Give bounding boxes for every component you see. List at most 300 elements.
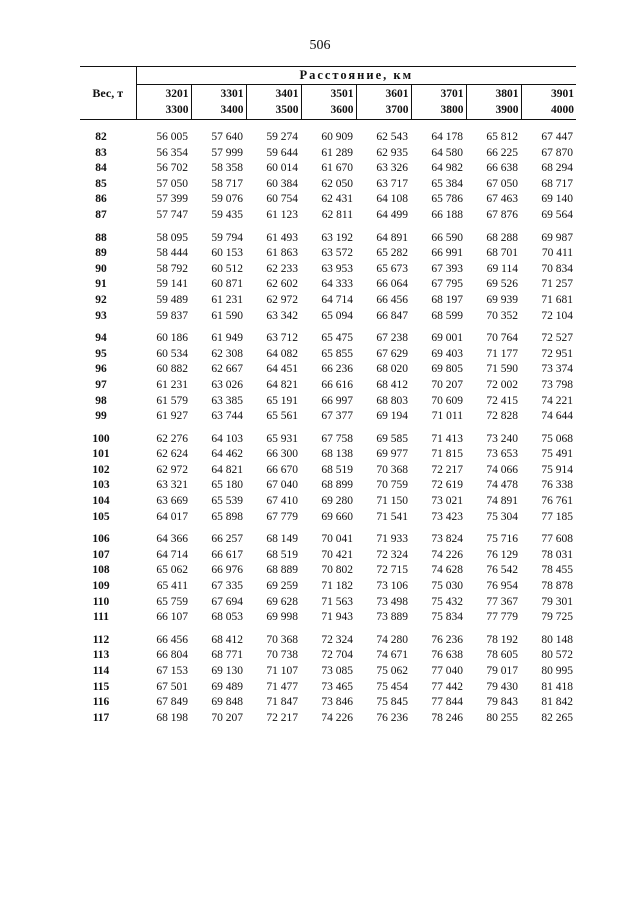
- rate-cell: 57 399: [156, 193, 188, 206]
- range-to: 4000: [551, 104, 575, 116]
- range-from: 3401: [275, 88, 299, 100]
- rate-cell: 75 491: [541, 448, 574, 461]
- weight-cell: 93: [95, 309, 107, 322]
- table-row: [80, 711, 576, 727]
- distance-range-header: [191, 85, 246, 120]
- rate-cell: 78 878: [541, 580, 574, 593]
- rate-cell: 78 455: [541, 564, 574, 577]
- rate-cell: 77 442: [431, 680, 463, 693]
- rate-cell: 74 226: [321, 711, 353, 724]
- rate-cell: 64 982: [431, 162, 463, 175]
- table-row: [80, 633, 576, 649]
- rate-cell: 61 670: [321, 162, 353, 175]
- rate-cell: 75 068: [541, 432, 574, 445]
- rate-cell: 66 236: [321, 363, 353, 376]
- rate-cell: 70 802: [321, 564, 353, 577]
- table-row: [80, 494, 576, 510]
- weight-cell: 112: [92, 633, 110, 646]
- rate-cell: 66 225: [486, 146, 518, 159]
- weight-cell: 99: [95, 410, 107, 423]
- table-row: [80, 246, 576, 262]
- range-to: 3800: [440, 104, 464, 116]
- rate-cell: 75 914: [541, 463, 574, 476]
- table-row: [80, 277, 576, 293]
- range-to: 3300: [165, 104, 189, 116]
- group-spacer-cell: [80, 224, 576, 231]
- table-row: [80, 563, 576, 579]
- weight-cell: 100: [92, 432, 110, 445]
- rate-cell: 70 041: [321, 533, 353, 546]
- rate-cell: 65 094: [321, 309, 353, 322]
- rate-cell: 69 628: [266, 595, 298, 608]
- distance-range-header: [246, 85, 301, 120]
- table-row: [80, 463, 576, 479]
- weight-cell: 117: [92, 711, 110, 724]
- rate-cell: 66 107: [156, 611, 188, 624]
- weight-cell: 95: [95, 347, 107, 360]
- table-row: [80, 610, 576, 626]
- rate-cell: 69 526: [486, 278, 518, 291]
- table-row: [80, 146, 576, 162]
- rate-cell: 65 475: [321, 332, 353, 345]
- rate-cell: 58 444: [156, 247, 188, 260]
- rate-cell: 69 194: [376, 410, 408, 423]
- rate-cell: 68 717: [541, 177, 574, 190]
- rate-cell: 67 463: [486, 193, 518, 206]
- distance-range-header: [356, 85, 411, 120]
- rate-cell: 80 255: [486, 711, 518, 724]
- rate-cell: 61 231: [211, 293, 243, 306]
- rate-cell: 72 704: [321, 649, 353, 662]
- rate-cell: 64 451: [266, 363, 298, 376]
- weight-cell: 92: [95, 293, 107, 306]
- rate-cell: 65 898: [211, 510, 243, 523]
- rate-cell: 68 519: [321, 463, 353, 476]
- rate-cell: 71 815: [431, 448, 463, 461]
- table-row: [80, 432, 576, 448]
- tariff-table-container: [80, 66, 576, 726]
- rate-cell: 59 794: [211, 231, 243, 244]
- rate-cell: 77 844: [431, 696, 463, 709]
- table-row: [80, 478, 576, 494]
- rate-cell: 74 226: [431, 548, 463, 561]
- rate-cell: 74 066: [486, 463, 518, 476]
- rate-cell: 64 714: [321, 293, 353, 306]
- rate-cell: 56 354: [156, 146, 188, 159]
- rate-cell: 67 758: [321, 432, 353, 445]
- rate-cell: 64 103: [211, 432, 243, 445]
- rate-cell: 65 759: [156, 595, 188, 608]
- rate-cell: 66 590: [431, 231, 463, 244]
- range-from: 3801: [495, 88, 519, 100]
- rate-cell: 76 542: [486, 564, 518, 577]
- rate-cell: 78 031: [541, 548, 574, 561]
- rate-cell: 66 847: [376, 309, 408, 322]
- rate-cell: 65 931: [266, 432, 298, 445]
- rate-cell: 63 953: [321, 262, 353, 275]
- rate-cell: 71 257: [541, 278, 574, 291]
- rate-cell: 64 891: [376, 231, 408, 244]
- rate-cell: 56 702: [156, 162, 188, 175]
- table-row: [80, 378, 576, 394]
- rate-cell: 67 870: [541, 146, 574, 159]
- table-row: [80, 409, 576, 425]
- group-spacer: [80, 425, 576, 432]
- rate-cell: 67 501: [156, 680, 188, 693]
- group-spacer: [80, 120, 576, 131]
- rate-cell: 64 108: [376, 193, 408, 206]
- rate-cell: 58 792: [156, 262, 188, 275]
- range-from: 3301: [220, 88, 244, 100]
- weight-cell: 103: [92, 479, 110, 492]
- rate-cell: 68 053: [211, 611, 243, 624]
- rate-cell: 61 863: [266, 247, 298, 260]
- rate-cell: 62 667: [211, 363, 243, 376]
- rate-cell: 65 180: [211, 479, 243, 492]
- rate-cell: 60 186: [156, 332, 188, 345]
- rate-cell: 78 246: [431, 711, 463, 724]
- rate-cell: 66 638: [486, 162, 518, 175]
- rate-cell: 68 197: [431, 293, 463, 306]
- rate-cell: 68 899: [321, 479, 353, 492]
- rate-cell: 73 653: [486, 448, 518, 461]
- rate-cell: 67 694: [211, 595, 243, 608]
- rate-cell: 67 040: [266, 479, 298, 492]
- rate-cell: 69 564: [541, 208, 574, 221]
- rate-cell: 75 454: [376, 680, 408, 693]
- rate-cell: 68 889: [266, 564, 298, 577]
- rate-cell: 61 590: [211, 309, 243, 322]
- rate-cell: 63 712: [266, 332, 298, 345]
- rate-cell: 67 795: [431, 278, 463, 291]
- rate-cell: 62 276: [156, 432, 188, 445]
- table-row: [80, 394, 576, 410]
- rate-cell: 70 411: [541, 247, 574, 260]
- table-body: [80, 120, 576, 727]
- group-spacer-cell: [80, 626, 576, 633]
- rate-cell: 60 512: [211, 262, 243, 275]
- rate-cell: 77 040: [431, 665, 463, 677]
- rate-cell: 59 644: [266, 146, 298, 159]
- rate-cell: 74 221: [541, 394, 574, 407]
- rate-cell: 68 149: [266, 533, 298, 546]
- table-row: [80, 231, 576, 247]
- rate-cell: 63 342: [266, 309, 298, 322]
- rate-cell: 76 129: [486, 548, 518, 561]
- weight-cell: 84: [95, 162, 107, 175]
- rate-cell: 72 217: [266, 711, 298, 724]
- rate-cell: 75 030: [431, 580, 463, 593]
- rate-cell: 74 891: [486, 495, 518, 508]
- rate-cell: 62 972: [156, 463, 188, 476]
- rate-cell: 73 889: [376, 611, 408, 624]
- rate-cell: 73 021: [431, 495, 463, 508]
- rate-cell: 61 231: [156, 378, 188, 391]
- rate-cell: 64 821: [211, 463, 243, 476]
- rate-cell: 72 002: [486, 378, 518, 391]
- rate-cell: 76 236: [431, 633, 463, 646]
- rate-cell: 71 150: [376, 495, 408, 508]
- rate-cell: 74 628: [431, 564, 463, 577]
- rate-cell: 73 498: [376, 595, 408, 608]
- rate-cell: 66 976: [211, 564, 243, 577]
- weight-cell: 104: [92, 495, 110, 508]
- rate-cell: 72 324: [321, 633, 353, 646]
- group-spacer: [80, 626, 576, 633]
- rate-cell: 76 338: [541, 479, 574, 492]
- rate-cell: 71 477: [266, 680, 298, 693]
- rate-cell: 68 771: [211, 649, 243, 662]
- rate-cell: 63 744: [211, 410, 243, 423]
- table-row: [80, 362, 576, 378]
- page-number: 506: [309, 38, 331, 53]
- rate-cell: 69 585: [376, 432, 408, 445]
- table-row: [80, 695, 576, 711]
- rate-cell: 57 999: [211, 146, 243, 159]
- rate-cell: 73 846: [321, 696, 353, 709]
- rate-cell: 60 882: [156, 363, 188, 376]
- rate-cell: 69 977: [376, 448, 408, 461]
- rate-cell: 69 130: [211, 665, 243, 677]
- table-row: [80, 262, 576, 278]
- rate-cell: 72 104: [541, 309, 574, 322]
- rate-cell: 69 259: [266, 580, 298, 593]
- rate-cell: 71 847: [266, 696, 298, 709]
- rate-cell: 66 456: [156, 633, 188, 646]
- rate-cell: 73 423: [431, 510, 463, 523]
- rate-cell: 71 413: [431, 432, 463, 445]
- range-to: 3700: [385, 104, 409, 116]
- rate-cell: 62 602: [266, 278, 298, 291]
- rate-cell: 66 617: [211, 548, 243, 561]
- rate-cell: 67 393: [431, 262, 463, 275]
- rate-cell: 63 385: [211, 394, 243, 407]
- rate-cell: 77 185: [541, 510, 574, 523]
- table-row: [80, 177, 576, 193]
- table-row: [80, 161, 576, 177]
- weight-cell: 106: [92, 533, 110, 546]
- rate-cell: 80 995: [541, 665, 574, 677]
- rate-cell: 58 717: [211, 177, 243, 190]
- table-row: [80, 548, 576, 564]
- rate-cell: 64 714: [156, 548, 188, 561]
- rate-cell: 77 779: [486, 611, 518, 624]
- rate-cell: 69 805: [431, 363, 463, 376]
- rate-cell: 66 670: [266, 463, 298, 476]
- rate-cell: 70 421: [321, 548, 353, 561]
- rate-cell: 73 374: [541, 363, 574, 376]
- rate-cell: 61 493: [266, 231, 298, 244]
- rate-cell: 62 308: [211, 347, 243, 360]
- rate-cell: 71 933: [376, 533, 408, 546]
- rate-cell: 81 418: [541, 680, 574, 693]
- rate-cell: 64 178: [431, 131, 463, 143]
- weight-cell: 108: [92, 564, 110, 577]
- rate-cell: 62 972: [266, 293, 298, 306]
- rate-cell: 79 843: [486, 696, 518, 709]
- distance-range-header: [136, 85, 191, 120]
- weight-cell: 116: [92, 696, 110, 709]
- range-to: 3500: [275, 104, 299, 116]
- rate-cell: 66 456: [376, 293, 408, 306]
- weight-cell: 90: [95, 262, 107, 275]
- rate-cell: 72 324: [376, 548, 408, 561]
- rate-cell: 77 608: [541, 533, 574, 546]
- rate-cell: 65 191: [266, 394, 298, 407]
- rate-cell: 72 715: [376, 564, 408, 577]
- rate-cell: 63 026: [211, 378, 243, 391]
- rate-cell: 59 274: [266, 131, 298, 143]
- table-row: [80, 347, 576, 363]
- rate-cell: 60 754: [266, 193, 298, 206]
- rate-cell: 73 824: [431, 533, 463, 546]
- rate-cell: 71 177: [486, 347, 518, 360]
- rate-cell: 64 017: [156, 510, 188, 523]
- rate-cell: 60 871: [211, 278, 243, 291]
- rate-cell: 71 943: [321, 611, 353, 624]
- group-spacer-cell: [80, 525, 576, 532]
- weight-cell: 86: [95, 193, 107, 206]
- rate-cell: 74 644: [541, 410, 574, 423]
- rate-cell: 56 005: [156, 131, 188, 143]
- rate-cell: 64 333: [321, 278, 353, 291]
- table-row: [80, 447, 576, 463]
- rate-cell: 68 020: [376, 363, 408, 376]
- rate-cell: 78 605: [486, 649, 518, 662]
- group-spacer: [80, 525, 576, 532]
- rate-cell: 69 660: [321, 510, 353, 523]
- rate-cell: 69 489: [211, 680, 243, 693]
- rate-cell: 65 812: [486, 131, 518, 143]
- group-spacer-cell: [80, 120, 576, 131]
- rate-cell: 61 927: [156, 410, 188, 423]
- rate-cell: 70 352: [486, 309, 518, 322]
- rate-cell: 61 949: [211, 332, 243, 345]
- rate-cell: 59 489: [156, 293, 188, 306]
- rate-cell: 66 997: [321, 394, 353, 407]
- rate-cell: 71 107: [266, 665, 298, 677]
- rate-cell: 65 673: [376, 262, 408, 275]
- rate-cell: 75 304: [486, 510, 518, 523]
- rate-cell: 64 082: [266, 347, 298, 360]
- weight-cell: 110: [92, 595, 110, 608]
- rate-cell: 71 590: [486, 363, 518, 376]
- rate-cell: 80 572: [541, 649, 574, 662]
- rate-cell: 70 368: [266, 633, 298, 646]
- range-to: 3600: [330, 104, 354, 116]
- rate-cell: 65 062: [156, 564, 188, 577]
- rate-cell: 62 050: [321, 177, 353, 190]
- weight-cell: 87: [95, 208, 107, 221]
- rate-cell: 62 431: [321, 193, 353, 206]
- rate-cell: 80 148: [541, 633, 574, 646]
- rate-cell: 62 811: [321, 208, 353, 221]
- weight-cell: 97: [95, 378, 107, 391]
- rate-cell: 69 998: [266, 611, 298, 624]
- rate-cell: 65 384: [431, 177, 463, 190]
- rate-cell: 67 153: [156, 665, 188, 677]
- rate-cell: 66 064: [376, 278, 408, 291]
- rate-cell: 70 207: [431, 378, 463, 391]
- rate-cell: 68 412: [211, 633, 243, 646]
- rate-cell: 75 062: [376, 665, 408, 677]
- rate-cell: 76 761: [541, 495, 574, 508]
- tariff-table: [80, 66, 576, 726]
- weight-cell: 111: [93, 611, 109, 624]
- rate-cell: 63 717: [376, 177, 408, 190]
- rate-cell: 77 367: [486, 595, 518, 608]
- rate-cell: 67 050: [486, 177, 518, 190]
- rate-cell: 72 217: [431, 463, 463, 476]
- rate-cell: 74 671: [376, 649, 408, 662]
- rate-cell: 58 358: [211, 162, 243, 175]
- weight-cell: 105: [92, 510, 110, 523]
- rate-cell: 65 539: [211, 495, 243, 508]
- rate-cell: 68 519: [266, 548, 298, 561]
- rate-cell: 64 821: [266, 378, 298, 391]
- table-row: [80, 595, 576, 611]
- rate-cell: 66 991: [431, 247, 463, 260]
- rate-cell: 59 141: [156, 278, 188, 291]
- rate-cell: 64 580: [431, 146, 463, 159]
- rate-cell: 75 845: [376, 696, 408, 709]
- weight-column-header: Вес, т: [80, 67, 136, 120]
- rate-cell: 60 909: [321, 131, 353, 143]
- rate-cell: 71 541: [376, 510, 408, 523]
- rate-cell: 60 014: [266, 162, 298, 175]
- rate-cell: 69 114: [486, 262, 518, 275]
- weight-cell: 101: [92, 448, 110, 461]
- weight-cell: 91: [95, 278, 107, 291]
- distance-range-header: [521, 85, 576, 120]
- group-spacer: [80, 224, 576, 231]
- rate-cell: 63 572: [321, 247, 353, 260]
- rate-cell: 74 280: [376, 633, 408, 646]
- rate-cell: 65 786: [431, 193, 463, 206]
- rate-cell: 70 764: [486, 332, 518, 345]
- rate-cell: 79 017: [486, 665, 518, 677]
- rate-cell: 67 410: [266, 495, 298, 508]
- rate-cell: 59 435: [211, 208, 243, 221]
- rate-cell: 72 619: [431, 479, 463, 492]
- rate-cell: 61 289: [321, 146, 353, 159]
- table-row: [80, 579, 576, 595]
- rate-cell: 76 954: [486, 580, 518, 593]
- table-row: [80, 680, 576, 696]
- weight-cell: 114: [92, 665, 110, 677]
- table-row: [80, 510, 576, 526]
- rate-cell: 73 085: [321, 665, 353, 677]
- weight-cell: 85: [95, 177, 107, 190]
- rate-cell: 63 669: [156, 495, 188, 508]
- group-spacer-cell: [80, 324, 576, 331]
- rate-cell: 67 335: [211, 580, 243, 593]
- weight-cell: 82: [95, 131, 107, 143]
- rate-cell: 68 198: [156, 711, 188, 724]
- weight-cell: 83: [95, 146, 107, 159]
- rate-cell: 64 366: [156, 533, 188, 546]
- rate-cell: 75 716: [486, 533, 518, 546]
- rate-cell: 66 804: [156, 649, 188, 662]
- rate-cell: 70 759: [376, 479, 408, 492]
- rate-cell: 65 282: [376, 247, 408, 260]
- weight-cell: 109: [92, 580, 110, 593]
- rate-cell: 72 951: [541, 347, 574, 360]
- rate-cell: 71 182: [321, 580, 353, 593]
- rate-cell: 62 624: [156, 448, 188, 461]
- rate-cell: 57 747: [156, 208, 188, 221]
- rate-cell: 60 153: [211, 247, 243, 260]
